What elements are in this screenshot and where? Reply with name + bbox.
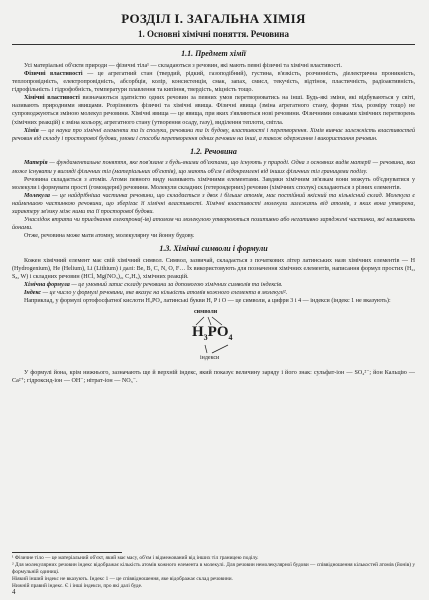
paragraph: Речовина складається з атомів. Атоми певного виду називають хімічними елементами. Завдяки хімічним зв'язкам вони можуть об'єднуватися у молекули і формувати прості (гомоядерні) речовини. Молекули складних (гетероядерних) речовин (хімічних сполук) складаються з різних елементів. bbox=[12, 176, 415, 191]
paragraph: Кожен хімічний елемент має свій хімічний символ. Символ, зазвичай, складається з початкових літер латинських назв хімічних елементів — H (Hydrogenium), He (Helium), Li (Lithium) і далі: Be, B, C, N, O, F… Їх використовують для позначення хімічних елементів, написання формул простих (H₂, S₈, W) і складних речовин (HCl, Mg(NO₃)₂, C₂H₅), хімічних реакцій. bbox=[12, 258, 415, 281]
formula-label-symbols: символи bbox=[194, 308, 218, 315]
section-title-1-3: 1.3. Хімічні символи і формули bbox=[159, 244, 268, 254]
section-title-1-2: 1.2. Речовина bbox=[190, 146, 237, 156]
section-title-1-1: 1.1. Предмет хімії bbox=[181, 49, 246, 59]
formula-label-indices: індекси bbox=[200, 354, 220, 361]
footnote-4: Нижній правий індекс. Є і інші індекси, про які далі буде. bbox=[12, 582, 143, 589]
paragraph: Фізичні властивості — це агрегатний стан (твердий, рідкий, газоподібний), густина, в'язкість, розчинність, діелектрична проникність, теплопровідність, електропровідність, абсорбція, колір, консистенція, смак, запах, смисл, текучість, відтінок, пластичність, радіоактивність, гідрофільність і гідрофобність, температури плавлення та кипіння, твердість, міцність тощо. bbox=[12, 70, 415, 94]
divider bbox=[12, 44, 415, 45]
footnote-3: Ніякий інший індекс не вказують. Індекс 1 — це співвідношення, яке відображає склад речовини. bbox=[12, 575, 233, 582]
formula-h3po4: $H_3PO_4$ bbox=[192, 323, 233, 342]
paragraph: У формулі йона, крім нижнього, зазначають ще й верхній індекс, який показує величину заряду і його знак: сульфат-іон — SO₄²⁻; йон Кальцію — Ca²⁺; гідроксид-іон — OH⁻; нітрат-іон — NO₃⁻. bbox=[12, 369, 415, 384]
paragraph: Усі матеріальні об'єкти природи — фізичні тіла¹ — складаються з речовин, які мають певні фізичні та хімічні властивості. bbox=[24, 62, 343, 69]
paragraph: Хімія — це наука про хімічні елементи та їх сполуки, речовини та їх будову, властивості і перетворення. Хімія вивчає залежність властивостей речовин від складу і просторової будови, умови і способи перетворення одних речовин на інші, а також одержання і використання речовин. bbox=[12, 127, 415, 142]
page-number: 4 bbox=[12, 588, 16, 596]
chapter-title: РОЗДІЛ І. ЗАГАЛЬНА ХІМІЯ bbox=[121, 11, 306, 26]
paragraph: Молекула — це найдрібніша частинка речовини, що складається з двох і більше атомів, має постійний якісний та кількісний склад. Молекула є найменшою частинкою речовини, що зберігає її хімічні властивості. Хімічні властивості молекули залежать від атомів, з яких вона утворена, характеру зв'язку між ними та її просторової будови. bbox=[12, 192, 415, 215]
footnote-1: ¹ Фізичне тіло — це матеріальний об'єкт, який має масу, об'єм і відмежований від інших тіл границею поділу. bbox=[12, 555, 259, 561]
footnotes bbox=[12, 552, 415, 589]
formula-diagram bbox=[12, 307, 415, 367]
paragraph: Хімічні властивості визначаються здатністю одних речовин за певних умов перетворюватись на інші. Будь-які зміни, які відбуваються у світі, називають природними явищами. Розрізняють фізичні та хімічні явища. Фізичні явища (зміна агрегатного стану, форми тіла, розміру тощо) не супроводжуються зміною молекул речовини. Хімічні явища — це явища, при яких з'являються нові речовини. Фізичними ознаками хімічних перетворень (хімічних реакцій) є зміна кольору, агрегатного стану (утворення осаду, газу), виділення теплоти, світла. bbox=[12, 95, 415, 126]
footnote-separator bbox=[12, 552, 122, 553]
paragraph: Наприклад, у формулі ортофосфатної кислоти H₃PO₄ латинські букви H, P і O — це символи, а цифри 3 і 4 — індекси (індекс 1 не вказують): bbox=[24, 298, 391, 305]
paragraph: Унаслідок втрати чи приєднання електрона(-ів) атомом чи молекулою утворюються позитивно або негативно заряджені частинки, які називають йонами. bbox=[12, 217, 415, 232]
footnote-2: ² Для молекулярних речовин індекс відображає кількість атомів кожного елемента в молекулі. Для речовин немолекулярної будови — співвідношення кількостей атомів (йонів) у формульній одиниці. bbox=[12, 561, 415, 575]
paragraph: Отже, речовина може мати атомну, молекулярну чи йонну будову. bbox=[24, 233, 195, 240]
subchapter-title: 1. Основні хімічні поняття. Речовина bbox=[138, 29, 289, 40]
paragraph: Індекс — це число у формулі речовини, яке вказує на кількість атомів кожного елемента в молекулі². bbox=[24, 290, 288, 297]
paragraph: Матерія — фундаментальне поняття, яке пов'язане з будь-якими об'єктами, що існують у природі. Одна з основних видів матерії — речовина, яка може існувати у вигляді фізичних тіл (матеріальних об'єктів), що мають об'єм і відокремлені від інших фізичних тіл границями поділу. bbox=[12, 160, 415, 175]
paragraph: Хімічна формула — це умовний запис складу речовини за допомогою хімічних символів та індексів. bbox=[24, 282, 283, 289]
